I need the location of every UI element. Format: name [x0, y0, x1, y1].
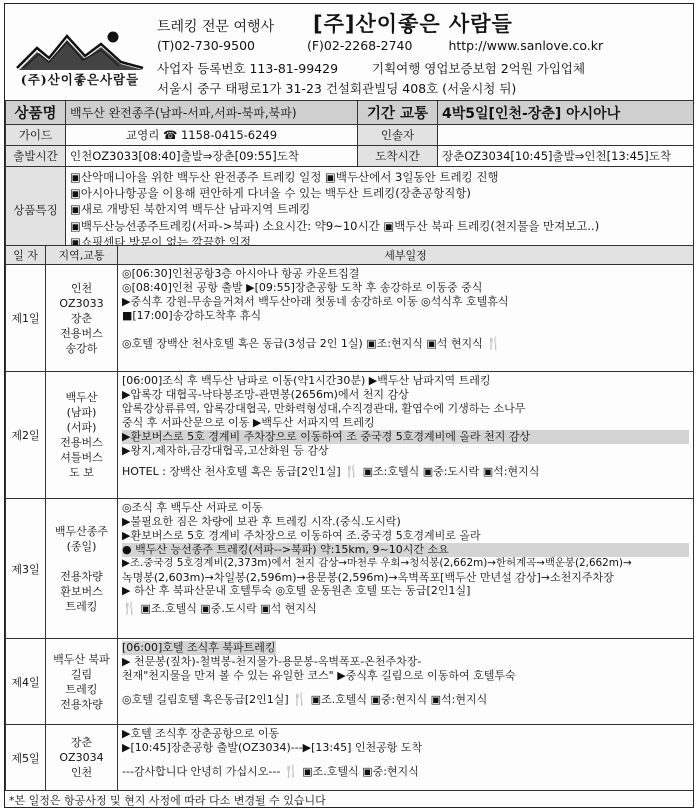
day-row: [6, 265, 694, 372]
region-line: 전용차량: [60, 697, 103, 711]
feature-item: ▣쇼핑센타 방문이 없는 깔끔한 일정: [70, 234, 252, 249]
region-line: 길림: [70, 667, 93, 681]
region-line: 도 보: [69, 466, 94, 479]
website-link[interactable]: http://www.sanlove.co.kr: [448, 38, 604, 53]
meals-line: [122, 765, 689, 779]
day-label: 제2일: [6, 372, 46, 499]
day-row: [6, 639, 694, 725]
address: 서울시 중구 태평로1가 31-23 건설회관빌딩 408호 (서울시청 뒤): [157, 81, 517, 96]
detail-cell: [118, 265, 694, 372]
meals-line: [122, 337, 689, 351]
region-line: 백두산 북파: [53, 652, 110, 666]
region-column-header: 지역,교통: [46, 246, 118, 265]
meals-line: [122, 602, 689, 616]
detail-line: ▶환보버스로 5호 경계비 주차장으로 이동하여 조 중국경 5호경계비에 올라 천지 감상: [122, 430, 689, 444]
region-cell: [46, 725, 118, 791]
fork-knife-icon: 🍴: [486, 335, 502, 350]
detail-line: 중식 후 서파산문으로 이동 ▶백두산 서파지역 트레킹: [122, 415, 375, 429]
detail-line: ■[17:00]송강하도착후 휴식: [122, 308, 262, 322]
region-cell: [46, 499, 118, 639]
detail-line: ▶환보버스로 5호 경계비 주차장으로 이동하여 조.중국경 5호경계비로 올라: [122, 528, 481, 542]
product-name: 백두산 완전종주(남파-서파,서파-북파,북파): [66, 101, 358, 125]
fork-knife-icon: 🍴: [292, 691, 308, 706]
meals-text: ▣조.호텔식 ▣중:현지식: [302, 764, 419, 778]
fork-knife-icon: 🍴: [344, 464, 360, 479]
meals-text: ▣조.호텔식 ▣중.도시락 ▣석 현지식: [140, 602, 317, 616]
features-list: [66, 167, 694, 253]
meals-text: ▣조:호텔식 ▣중:도시락 ▣석:현지식: [362, 465, 540, 479]
meals-line: [122, 693, 689, 707]
footer-note: *본 일정은 항공사정 및 현지 사정에 따라 다소 변경될 수 있습니다: [9, 794, 326, 807]
period-label: 기간 교통: [358, 101, 438, 125]
registration-number: 사업자 등록번호 113-81-99429: [157, 61, 339, 76]
hotel-text: ◎호텔 길림호텔 혹은동급[2인1실]: [122, 692, 289, 706]
insurance-info: 기획여행 영업보증보험 2억원 가입업체: [372, 61, 586, 76]
region-line: 장춘: [70, 311, 93, 325]
detail-line: 녹명봉(2,603m)→차일봉(2,596m)→용문봉(2,596m)→옥벽폭포[백두산 만년설 감상]→소천지주차장: [122, 570, 614, 584]
region-line: 전용차량: [60, 569, 103, 583]
detail-line: ● 백두산 능선종주 트레킹(서파-->북파) 약:15km, 9~10시간 소요: [122, 543, 689, 557]
detail-cell: [118, 372, 694, 499]
region-line: 셔틀버스: [60, 451, 103, 464]
detail-column-header: 세부일정: [118, 246, 694, 265]
product-info-table: [5, 100, 694, 253]
detail-line: ▶조.중국경 5호경계비(2,373m)에서 천지 감상→마천루 우회→청석봉(2,662m)→한허계곡→백운봉(2,662m)→: [122, 556, 632, 569]
arrive-label: 도착시간: [358, 146, 438, 167]
region-line: 인천: [70, 766, 93, 779]
region-line: OZ3034: [59, 751, 104, 764]
meals-text: ◎호텔 장백산 천사호텔 혹은 동급(3성급 2인 1실) ▣조:현지식 ▣석 현지식: [122, 336, 483, 350]
region-cell: [46, 265, 118, 372]
day-label: 제1일: [6, 265, 46, 372]
detail-line: ▶ 천문봉(짚차)-철벽봉-천지물가-용문봉-옥벽폭포-온천주차장-: [122, 654, 422, 668]
day-row: [6, 372, 694, 499]
product-name-row: [6, 101, 694, 125]
detail-line: ◎[06:30]인천공항3층 아시아나 항공 카운트집결: [122, 267, 360, 280]
region-cell: [46, 639, 118, 725]
features-label: 상품특징: [6, 167, 66, 253]
detail-line: ▶호텔 조식후 장춘공항으로 이동: [122, 727, 280, 740]
day-label: 제3일: [6, 499, 46, 639]
feature-item: ▣산악매니아을 위한 백두산 완전종주 트레킹 일정 ▣백두산에서 3일동안 트레킹 진행: [70, 170, 499, 184]
feature-item: ▣새로 개방된 북한지역 백두산 남파지역 트레킹: [70, 202, 311, 217]
period-value: 4박5일[인천-장춘] 아시아나: [438, 101, 694, 125]
detail-line: [06:00]호텔 조식후 북파트레킹: [122, 641, 276, 654]
detail-line: ▶[10:45]장춘공항 출발(OZ3034)---▶[13:45] 인천공항 도착: [122, 740, 423, 754]
company-name: [주]산이좋은 사람들: [313, 12, 513, 36]
region-line: 전용버스: [60, 436, 103, 449]
tagline: 트레킹 전문 여행사: [157, 19, 275, 35]
guide-row: [6, 125, 694, 146]
region-line: 장춘: [70, 736, 93, 749]
detail-cell: [118, 639, 694, 725]
fax: (F)02-2268-2740: [306, 38, 413, 53]
region-line: 환보버스: [60, 584, 103, 598]
detail-line: 압록강상류류역, 압록강대협곡, 만화력형성대,수직경관대, 활엽수에 기생하는 소나무: [122, 401, 526, 415]
fork-knife-icon: 🍴: [122, 601, 137, 616]
fork-knife-icon: 🍴: [283, 763, 299, 778]
hotel-text: HOTEL : 장백산 천사호텔 혹은 동급[2인1실]: [122, 465, 341, 479]
meals-line: [122, 465, 689, 479]
region-cell: [46, 372, 118, 499]
region-line: 전용버스: [60, 326, 103, 340]
depart-value: 인천OZ3033[08:40]출발⇒장춘[09:55]도착: [66, 146, 358, 167]
region-line: 백두산종주: [54, 524, 109, 538]
schedule-table: [5, 245, 694, 791]
contact-line: [157, 38, 603, 53]
region-line: [47, 554, 116, 569]
detail-line: ▶불필요한 짐은 차량에 보관 후 트레킹 시작.(중식.도시락): [122, 514, 401, 528]
product-name-label: 상품명: [6, 101, 66, 125]
phone: (T)02-730-9500: [157, 38, 255, 53]
features-row: [6, 167, 694, 253]
detail-line: 천재"천지물을 만져 볼 수 있는 유일한 코스" ▶중식후 길림으로 이동하여 호텔투숙: [122, 668, 516, 682]
detail-line: ▶중식후 강원-무송을거쳐서 백두산아래 첫동네 송강하로 이동 ◎석식후 호텔휴식: [122, 294, 509, 308]
region-line: OZ3033: [59, 296, 104, 310]
itinerary-document: [4, 3, 694, 808]
leader-value: [438, 125, 694, 146]
region-line: (서파): [66, 421, 97, 434]
logo-text: (주)산이좋은사람들: [20, 72, 140, 87]
detail-line: ▶압록강 대협곡-낙타봉조망-관면봉(2656m)에서 천지 감상: [122, 387, 409, 401]
guide-value: 교영리 ☎ 1158-0415-6249: [66, 125, 358, 146]
time-row: [6, 146, 694, 167]
detail-cell: [118, 499, 694, 639]
detail-line: [06:00]조식 후 백두산 남파로 이동(약1시간30분) ▶백두산 남파지역 트레킹: [122, 374, 491, 387]
day-column-header: 일 자: [6, 246, 46, 265]
company-logo: [15, 28, 145, 94]
day-label: 제5일: [6, 725, 46, 791]
region-line: (종일): [66, 539, 97, 553]
company-header: [5, 4, 693, 100]
detail-line: ◎조식 후 백두산 서파로 이동: [122, 501, 263, 514]
depart-label: 출발시간: [6, 146, 66, 167]
schedule-header-row: [6, 246, 694, 265]
region-line: 인천: [70, 281, 93, 295]
region-line: 백두산: [65, 391, 98, 404]
feature-item: ▣백두산능선종주트레킹(서파->북파) 소요시간: 약9~10시간 ▣백두산 북파 트레킹(천지물을 만져보고..): [70, 218, 600, 233]
registration-line: [157, 59, 585, 77]
region-line: 트레킹: [65, 682, 98, 696]
arrive-value: 장춘OZ3034[10:45]출발⇒인천[13:45]도착: [438, 146, 694, 167]
mountain-logo-icon: [15, 28, 145, 72]
day-label: 제4일: [6, 639, 46, 725]
leader-label: 인솔자: [358, 125, 438, 146]
detail-line: ◎[08:40]인천 공항 출발 ▶[09:55]장춘공항 도착 후 송강하로 이동중 중식: [122, 280, 483, 294]
region-line: 트레킹: [65, 599, 98, 613]
meals-text: ▣조.호텔식 ▣중:현지식 ▣석:현지식: [310, 692, 488, 706]
day-row: [6, 499, 694, 639]
guide-label: 가이드: [6, 125, 66, 146]
detail-line: ▶왕지,제자하,금강대협곡,고산화원 등 감상: [122, 443, 329, 457]
region-line: (남파): [66, 406, 97, 419]
farewell-text: ---감사합니다 안녕히 가십시오---: [122, 764, 281, 778]
feature-item: ▣아시아나항공을 이용해 편안하게 다녀올 수 있는 백두산 트레킹(장춘공항직항): [70, 186, 471, 201]
region-line: 송강하: [65, 341, 98, 355]
detail-cell: [118, 725, 694, 791]
day-row: [6, 725, 694, 791]
detail-line: ▶ 하산 후 북파산문내 호텔투숙 ◎호텔 운동원촌 호텔 또는 동급[2인1실]: [122, 584, 471, 598]
